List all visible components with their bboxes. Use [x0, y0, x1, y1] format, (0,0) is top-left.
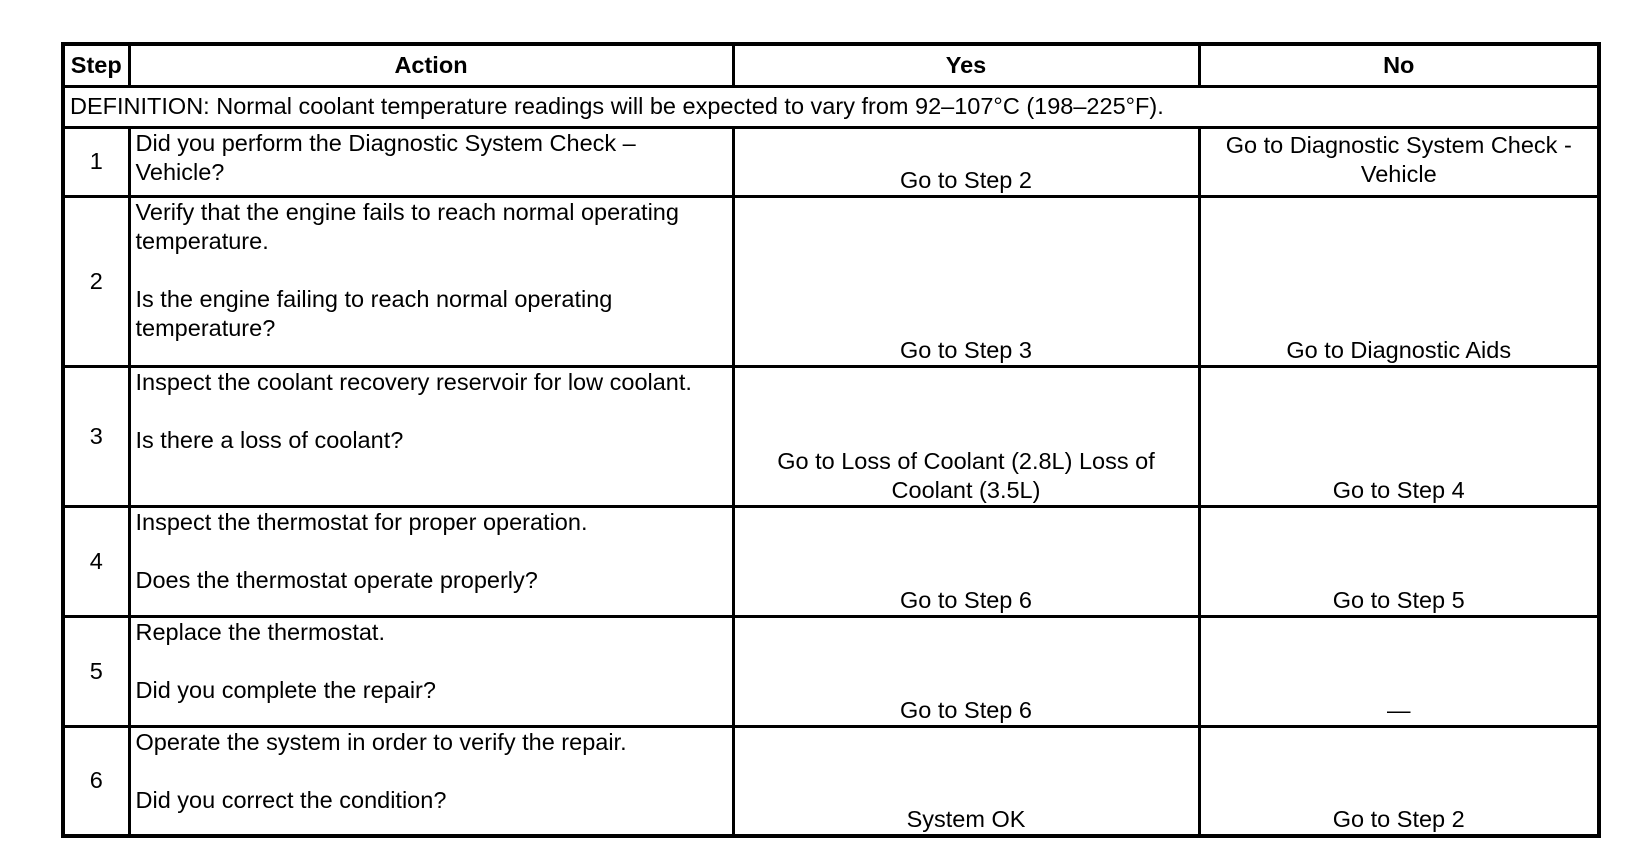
action-cell: [129, 366, 733, 506]
header-action: Action: [129, 44, 733, 86]
step-number: 1: [63, 127, 129, 196]
no-cell: Go to Step 4: [1199, 366, 1599, 506]
header-yes: Yes: [733, 44, 1199, 86]
action-text: Operate the system in order to verify the repair.: [135, 728, 627, 755]
table-row: [63, 506, 1599, 616]
step-number: 5: [63, 616, 129, 726]
header-no: No: [1199, 44, 1599, 86]
action-question: Does the thermostat operate properly?: [135, 566, 538, 593]
step-number: 6: [63, 726, 129, 836]
table-row: [63, 127, 1599, 196]
action-cell: [129, 127, 733, 196]
step-number: 3: [63, 366, 129, 506]
action-text: Verify that the engine fails to reach normal operating temperature.: [135, 198, 679, 254]
header-row: [63, 44, 1599, 86]
action-question: Did you complete the repair?: [135, 676, 436, 703]
yes-cell: Go to Step 3: [733, 196, 1199, 366]
no-cell: Go to Step 2: [1199, 726, 1599, 836]
no-cell: Go to Diagnostic System Check - Vehicle: [1199, 127, 1599, 196]
action-text: Replace the thermostat.: [135, 618, 385, 645]
action-question: Is there a loss of coolant?: [135, 426, 404, 453]
action-question: Is the engine failing to reach normal operating temperature?: [135, 285, 613, 341]
table-row: [63, 366, 1599, 506]
action-question: Did you correct the condition?: [135, 786, 447, 813]
definition-text: DEFINITION: Normal coolant temperature readings will be expected to vary from 92–107°C (198–225°F).: [63, 86, 1599, 127]
action-cell: [129, 726, 733, 836]
yes-cell: Go to Step 6: [733, 616, 1199, 726]
action-text: Inspect the coolant recovery reservoir for low coolant.: [135, 368, 692, 395]
table-row: [63, 616, 1599, 726]
diagnostic-table: [61, 42, 1601, 838]
action-text: Inspect the thermostat for proper operation.: [135, 508, 588, 535]
no-cell: Go to Diagnostic Aids: [1199, 196, 1599, 366]
action-cell: [129, 616, 733, 726]
no-cell: —: [1199, 616, 1599, 726]
table-row: [63, 726, 1599, 836]
no-cell: Go to Step 5: [1199, 506, 1599, 616]
yes-cell: Go to Step 2: [733, 127, 1199, 196]
header-step: Step: [63, 44, 129, 86]
step-number: 4: [63, 506, 129, 616]
action-cell: [129, 196, 733, 366]
table-row: [63, 196, 1599, 366]
action-text: Did you perform the Diagnostic System Check – Vehicle?: [135, 129, 636, 185]
yes-cell: Go to Step 6: [733, 506, 1199, 616]
yes-cell: System OK: [733, 726, 1199, 836]
action-cell: [129, 506, 733, 616]
definition-row: [63, 86, 1599, 127]
step-number: 2: [63, 196, 129, 366]
yes-cell: Go to Loss of Coolant (2.8L) Loss of Coolant (3.5L): [733, 366, 1199, 506]
